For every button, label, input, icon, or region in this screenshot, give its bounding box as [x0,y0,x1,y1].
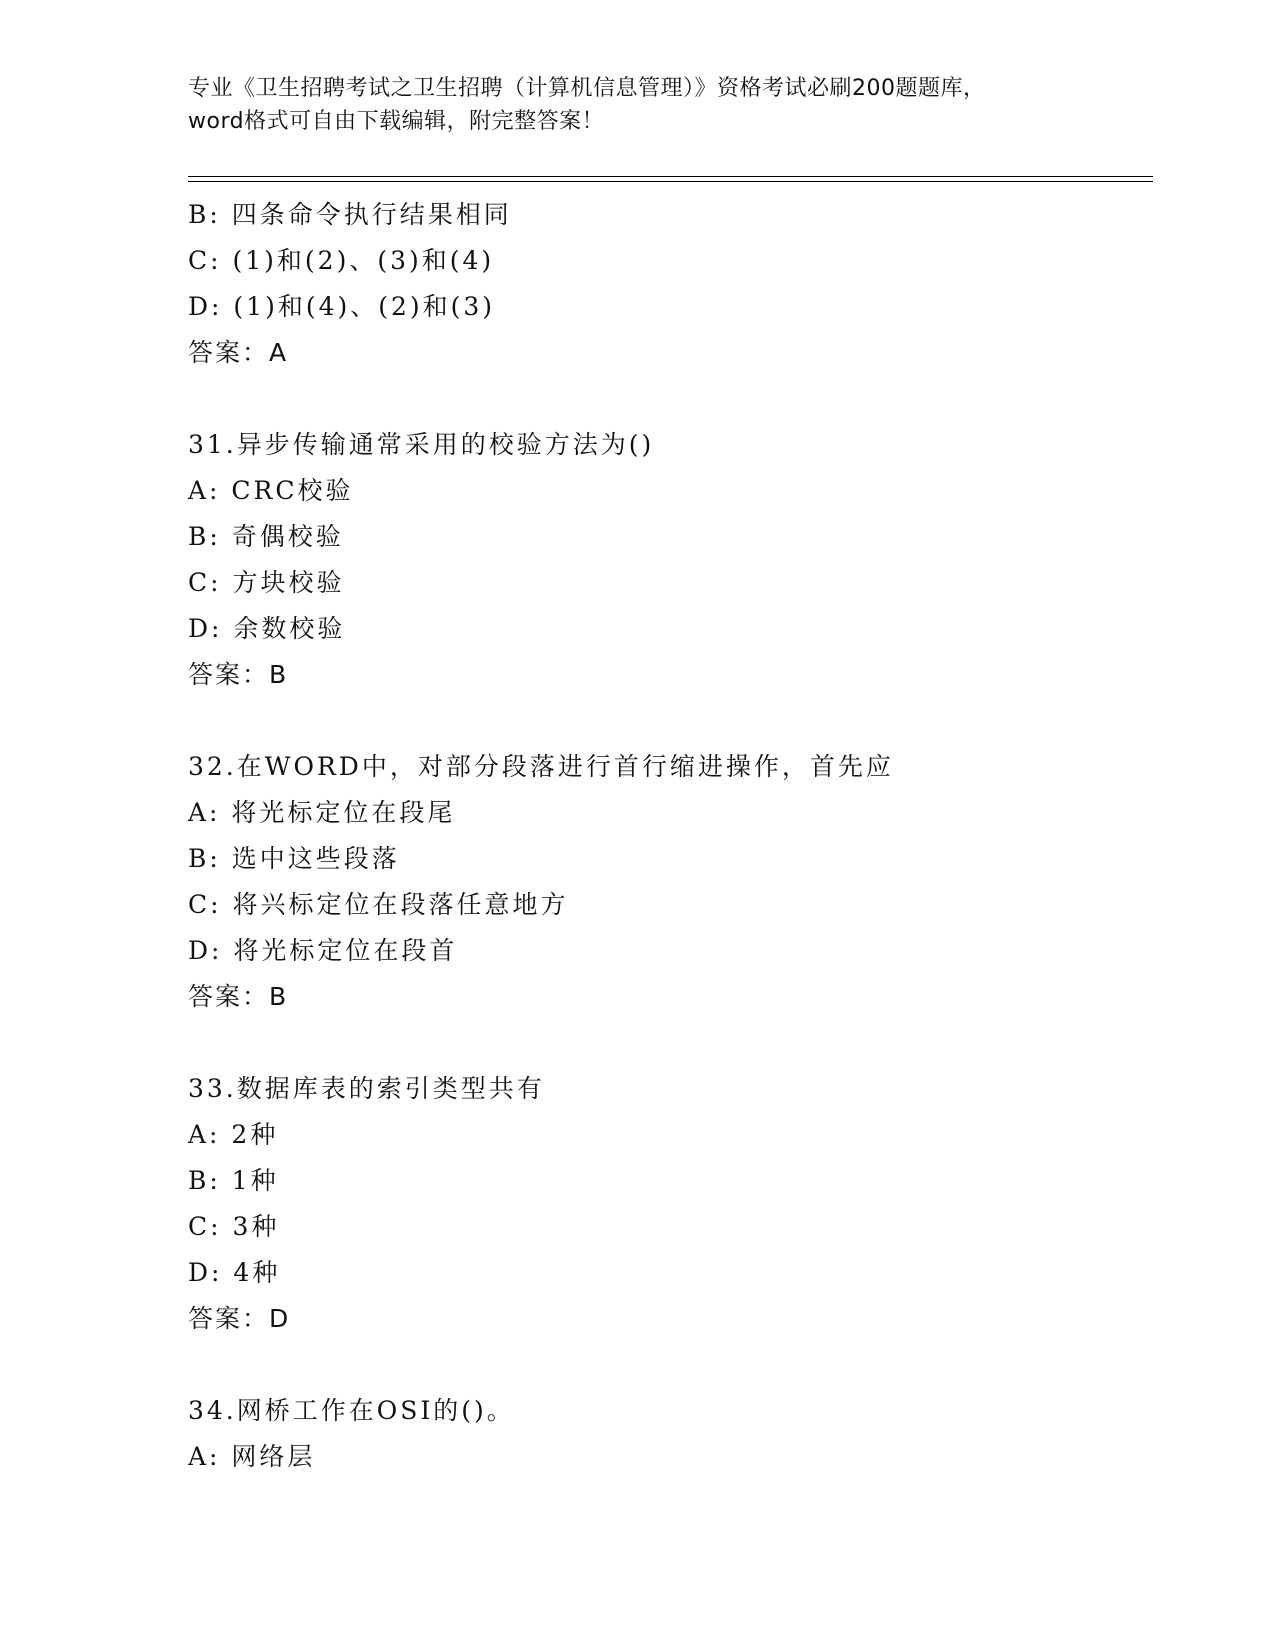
option-d: D: (1)和(4)、(2)和(3) [188,292,496,321]
spacer [188,1342,1148,1388]
answer-line: 答案：A [188,338,289,367]
option-c: C: 方块校验 [188,568,345,597]
header-line-2: word格式可自由下载编辑，附完整答案！ [188,109,605,134]
question-block [188,1066,1148,1342]
answer-line: 答案：B [188,660,289,689]
option-a: A: 网络层 [188,1442,316,1471]
spacer [188,1020,1148,1066]
option-a: A: 2种 [188,1120,279,1149]
header-line-1: 专业《卫生招聘考试之卫生招聘（计算机信息管理）》资格考试必刷200题题库， [188,76,986,101]
option-d: D: 4种 [188,1258,281,1287]
option-c: C: (1)和(2)、(3)和(4) [188,246,495,275]
option-d: D: 余数校验 [188,614,346,643]
question-block [188,422,1148,698]
option-a: A: CRC校验 [188,476,354,505]
option-b: B: 奇偶校验 [188,522,344,551]
question-block [188,192,1148,376]
answer-line: 答案：B [188,982,289,1011]
document-header [188,72,1088,138]
question-stem: 34.网桥工作在OSI的()。 [188,1396,515,1425]
question-list [188,192,1148,1480]
question-block [188,1388,1148,1480]
option-d: D: 将光标定位在段首 [188,936,458,965]
question-block [188,744,1148,1020]
answer-line: 答案：D [188,1304,291,1333]
option-b: B: 选中这些段落 [188,844,400,873]
question-stem: 33.数据库表的索引类型共有 [188,1074,545,1103]
question-stem: 32.在WORD中，对部分段落进行首行缩进操作，首先应 [188,752,894,781]
option-b: B: 四条命令执行结果相同 [188,200,512,229]
header-divider-bottom [188,181,1153,182]
option-c: C: 将兴标定位在段落任意地方 [188,890,569,919]
spacer [188,698,1148,744]
option-b: B: 1种 [188,1166,279,1195]
option-a: A: 将光标定位在段尾 [188,798,456,827]
spacer [188,376,1148,422]
option-c: C: 3种 [188,1212,280,1241]
header-divider-top [188,176,1153,177]
question-stem: 31.异步传输通常采用的校验方法为() [188,430,655,459]
